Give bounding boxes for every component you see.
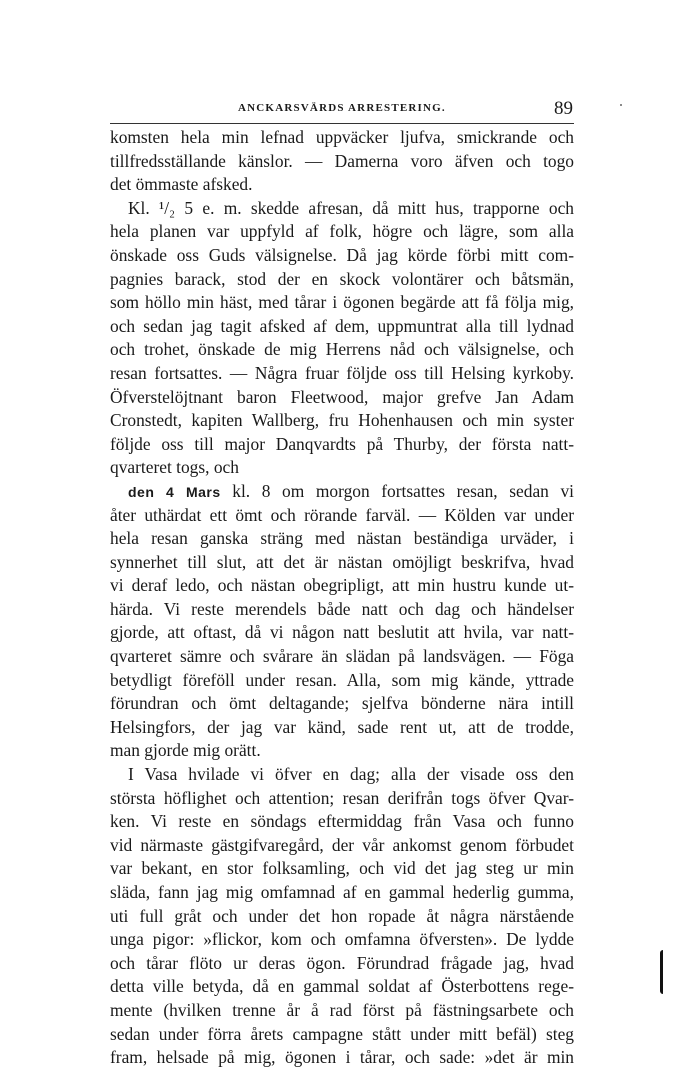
text-line: unga pigor: »flickor, kom och omfamna öfversten». De lydde <box>110 929 574 950</box>
text-line: mente (hvilken trenne år å rad först på fästningsarbete och <box>110 999 574 1020</box>
header-rule <box>110 123 574 124</box>
text-line: härda. Vi reste merendels både natt och dag och händelser <box>110 598 574 619</box>
text-line: Öfverstelöjtnant baron Fleetwood, major grefve Jan Adam <box>110 386 574 407</box>
text-line: fram, helsade på mig, ögonen i tårar, och sade: »det är min <box>110 1047 574 1068</box>
text-line: och sedan jag tagit afsked af dem, uppmuntrat alla till lydnad <box>110 315 574 336</box>
text-line: qvarteret togs, och <box>110 457 239 478</box>
text-line: synnerhet till slut, att det är nästan omöjligt beskrifva, hvad <box>110 551 574 572</box>
text-line: detta ville betyda, då en gammal soldat af Österbottens rege- <box>110 976 574 997</box>
running-title: ANCKARSVÄRDS ARRESTERING. <box>238 102 446 114</box>
text-line: det ömmaste afsked. <box>110 174 253 195</box>
text-line: Helsingfors, der jag var känd, sade rent ut, att de trodde, <box>110 716 574 737</box>
running-header <box>110 98 578 120</box>
text-line: pagnies barack, stod der en skock volontärer och båtsmän, <box>110 268 574 289</box>
text-line: hela resan ganska sträng med nästan beständiga urväder, i <box>110 528 574 549</box>
text-line-remainder: kl. 8 om morgon fortsattes resan, sedan vi <box>232 480 574 501</box>
text-line: släda, fann jag mig omfamnad af en gammal hederlig gumma, <box>110 882 574 902</box>
text-line: som höllo min häst, med tårar i ögonen begärde att få följa mig, <box>110 292 574 313</box>
text-line: största höflighet och attention; resan derifrån togs öfver Qvar- <box>110 787 574 808</box>
speck-mark <box>620 104 622 106</box>
text-line: vid närmaste gästgifvaregård, der vår ankomst genom förbudet <box>110 834 574 855</box>
text-line: förundran och ömt deltagande; sjelfva bönderne nära intill <box>110 693 574 714</box>
text-line: åter uthärdat ett ömt och rörande farväl. — Kölden var under <box>110 504 574 525</box>
text-line: och tårar flöto ur deras ögon. Förundrad frågade jag, hvad <box>110 952 574 973</box>
text-line: tillfredsställande känslor. — Damerna voro äfven och togo <box>110 150 574 171</box>
text-line: komsten hela min lefnad uppväcker ljufva, smickrande och <box>110 127 574 147</box>
text-line: I Vasa hvilade vi öfver en dag; alla der visade oss den <box>128 764 574 785</box>
inline-date-heading: den 4 Mars <box>128 483 221 500</box>
text-line: ken. Vi reste en söndags eftermiddag från Vasa och funno <box>110 811 574 832</box>
text-line: man gjorde mig orätt. <box>110 740 261 761</box>
text-line: qvarteret sämre och svårare än slädan på landsvägen. — Föga <box>110 646 574 667</box>
text-line: Cronstedt, kapiten Wallberg, fru Hohenhausen och min syster <box>110 410 574 431</box>
text-line: var bekant, en stor folksamling, och vid det jag steg ur min <box>110 858 574 879</box>
body-text <box>110 126 574 1070</box>
text-line: sedan under förra årets campagne stått under mitt befäl) steg <box>110 1023 574 1044</box>
text-line: betydligt föreföll under resan. Alla, som mig kände, yttrade <box>110 669 574 690</box>
text-line: gjorde, att oftast, då vi någon natt beslutit att hvila, var natt- <box>110 622 574 643</box>
margin-bracket-mark <box>660 950 667 994</box>
text-line: resan fortsattes. — Några fruar följde oss till Helsing kyrkoby. <box>110 362 574 383</box>
text-line: önskade oss Guds välsignelse. Då jag körde förbi mitt com- <box>110 244 574 265</box>
text-line: uti full gråt och under det hon ropade åt några närstående <box>110 905 574 926</box>
page-number: 89 <box>554 98 573 119</box>
text-line: och trohet, önskade de mig Herrens nåd och välsignelse, och <box>110 339 574 360</box>
text-line: hela planen var uppfyld af folk, högre och lägre, som alla <box>110 221 574 242</box>
text-line: Kl. ¹/₂ 5 e. m. skedde afresan, då mitt hus, trapporne och <box>128 197 574 218</box>
text-line: följde oss till major Danqvardts på Thurby, der första natt- <box>110 433 574 454</box>
text-line: vi deraf ledo, och nästan obegripligt, att min hustru kunde ut- <box>110 575 574 596</box>
text-line-with-heading <box>110 480 574 504</box>
